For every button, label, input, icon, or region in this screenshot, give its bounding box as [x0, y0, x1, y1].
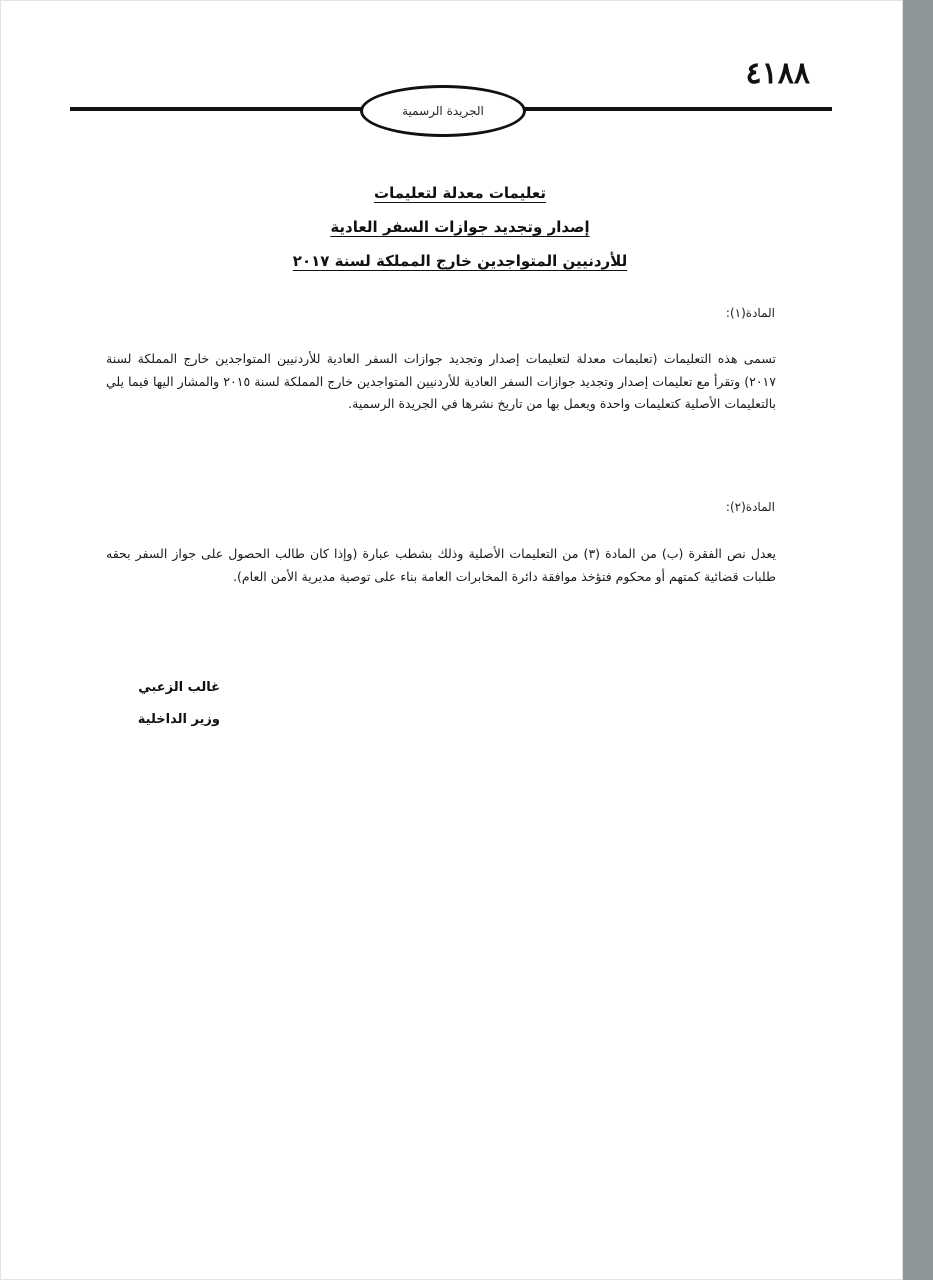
signatory-name: غالب الزعبي — [138, 680, 220, 695]
title-line-1: تعليمات معدلة لتعليمات — [374, 184, 546, 202]
header-rule-right — [524, 107, 832, 111]
gazette-name: الجريدة الرسمية — [402, 104, 484, 118]
gazette-masthead-oval — [360, 85, 526, 137]
viewer-side-bar — [903, 0, 933, 1280]
title-line-2: إصدار وتجديد جوازات السفر العادية — [330, 218, 590, 236]
document-title-block — [150, 180, 770, 282]
article-1-heading: المادة(١): — [725, 306, 775, 320]
title-line-3: للأردنيين المتواجدين خارج المملكة لسنة ٢٠١٧ — [292, 252, 628, 270]
article-2-heading: المادة(٢): — [725, 500, 775, 514]
page-number: ٤١٨٨ — [745, 56, 810, 91]
header-rule-left — [70, 107, 362, 111]
article-1-text: تسمى هذه التعليمات (تعليمات معدلة لتعليمات إصدار وتجديد جوازات السفر العادية للأردنيين المتواجدين خارج المملكة لسنة ٢٠١٧) وتقرأ مع تعليمات إصدار وتجديد جوازات السفر العادية للأردنيين المتواجدين خارج المملكة لسنة ٢٠١٥ والمشار اليها فيما يلي بالتعليمات الأصلية كتعليمات واحدة ويعمل بها من تاريخ نشرها في الجريدة الرسمية. — [106, 351, 776, 411]
article-2-text: يعدل نص الفقرة (ب) من المادة (٣) من التعليمات الأصلية وذلك بشطب عبارة (وإذا كان طالب الحصول على جواز السفر بحقه طلبات قضائية كمتهم أو محكوم فتؤخذ موافقة دائرة المخابرات العامة بناء على توصية مديرية الأمن العام). — [106, 546, 776, 584]
signatory-title: وزير الداخلية — [137, 712, 220, 727]
